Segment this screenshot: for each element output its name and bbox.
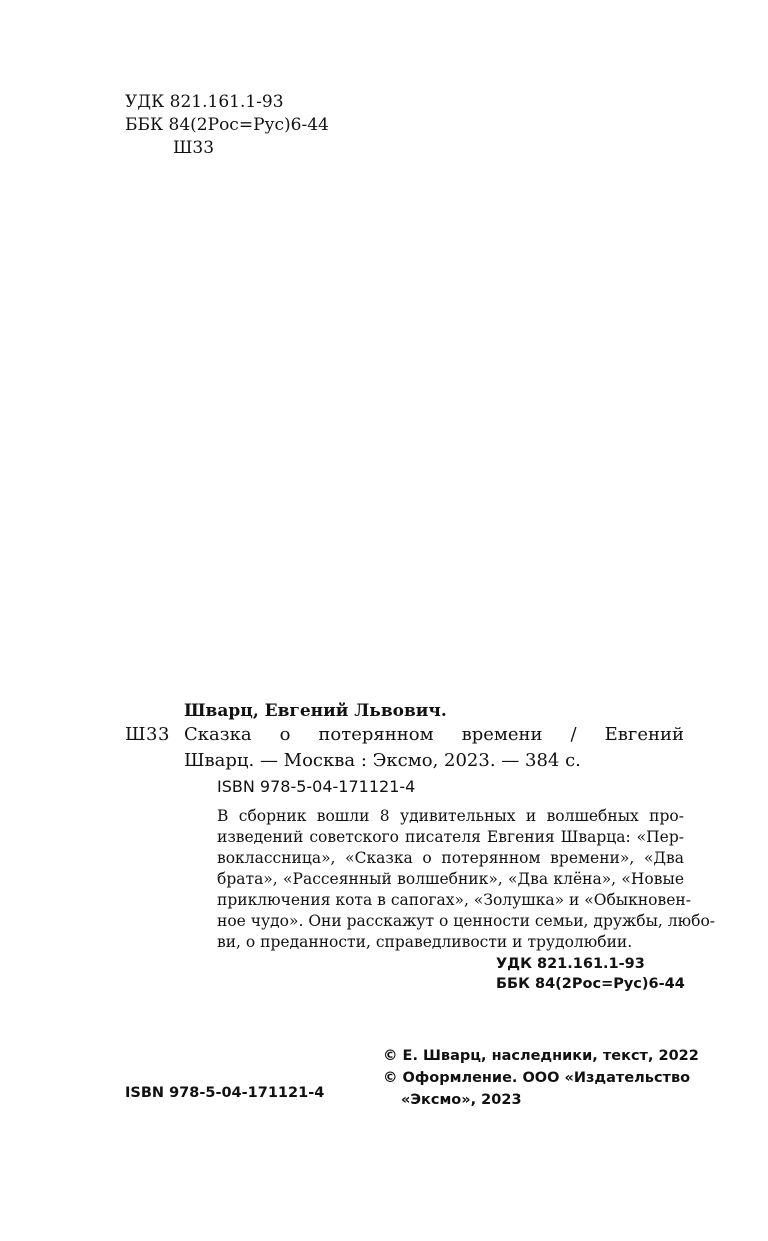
catalog-isbn: ISBN 978-5-04-171121-4 (217, 777, 416, 796)
isbn-bottom: ISBN 978-5-04-171121-4 (125, 1085, 325, 1101)
annotation-line: воклассница», «Сказка о потерянном времени», «Два (217, 849, 684, 867)
catalog-title-line: Шварц. — Москва : Эксмо, 2023. — 384 с. (184, 750, 581, 771)
catalog-author: Шварц, Евгений Львович. (184, 701, 447, 721)
bbk-code: ББК 84(2Рос=Рус)6-44 (496, 976, 685, 992)
annotation-line: приключения кота в сапогах», «Золушка» и «Обыкновен- (217, 891, 691, 909)
annotation-line: В сборник вошли 8 удивительных и волшебных про- (217, 807, 684, 825)
top-classification-codes (125, 91, 329, 160)
annotation (217, 806, 716, 953)
udk-code: УДК 821.161.1-93 (496, 956, 645, 972)
copyright-design-cont: «Эксмо», 2023 (401, 1092, 522, 1108)
catalog-title-line: Сказка о потерянном времени / Евгений (184, 724, 684, 745)
copyright-design: © Оформление. ООО «Издательство (383, 1070, 691, 1086)
catalog-author-mark: Ш33 (125, 724, 170, 745)
author-mark: Ш33 (173, 138, 215, 158)
annotation-line: ви, о преданности, справедливости и трудолюбии. (217, 933, 633, 951)
bbk-code: ББК 84(2Рос=Рус)6-44 (125, 115, 329, 135)
catalog-codes (496, 954, 685, 994)
copyright-text: © Е. Шварц, наследники, текст, 2022 (383, 1048, 699, 1064)
annotation-line: брата», «Рассеянный волшебник», «Два клёна», «Новые (217, 870, 684, 888)
annotation-line: изведений советского писателя Евгения Шварца: «Пер- (217, 828, 684, 846)
annotation-line: ное чудо». Они расскажут о ценности семьи, дружбы, любо- (217, 912, 716, 930)
catalog-title-block (184, 722, 684, 774)
copyright-block (383, 1045, 699, 1111)
udk-code: УДК 821.161.1-93 (125, 92, 284, 112)
